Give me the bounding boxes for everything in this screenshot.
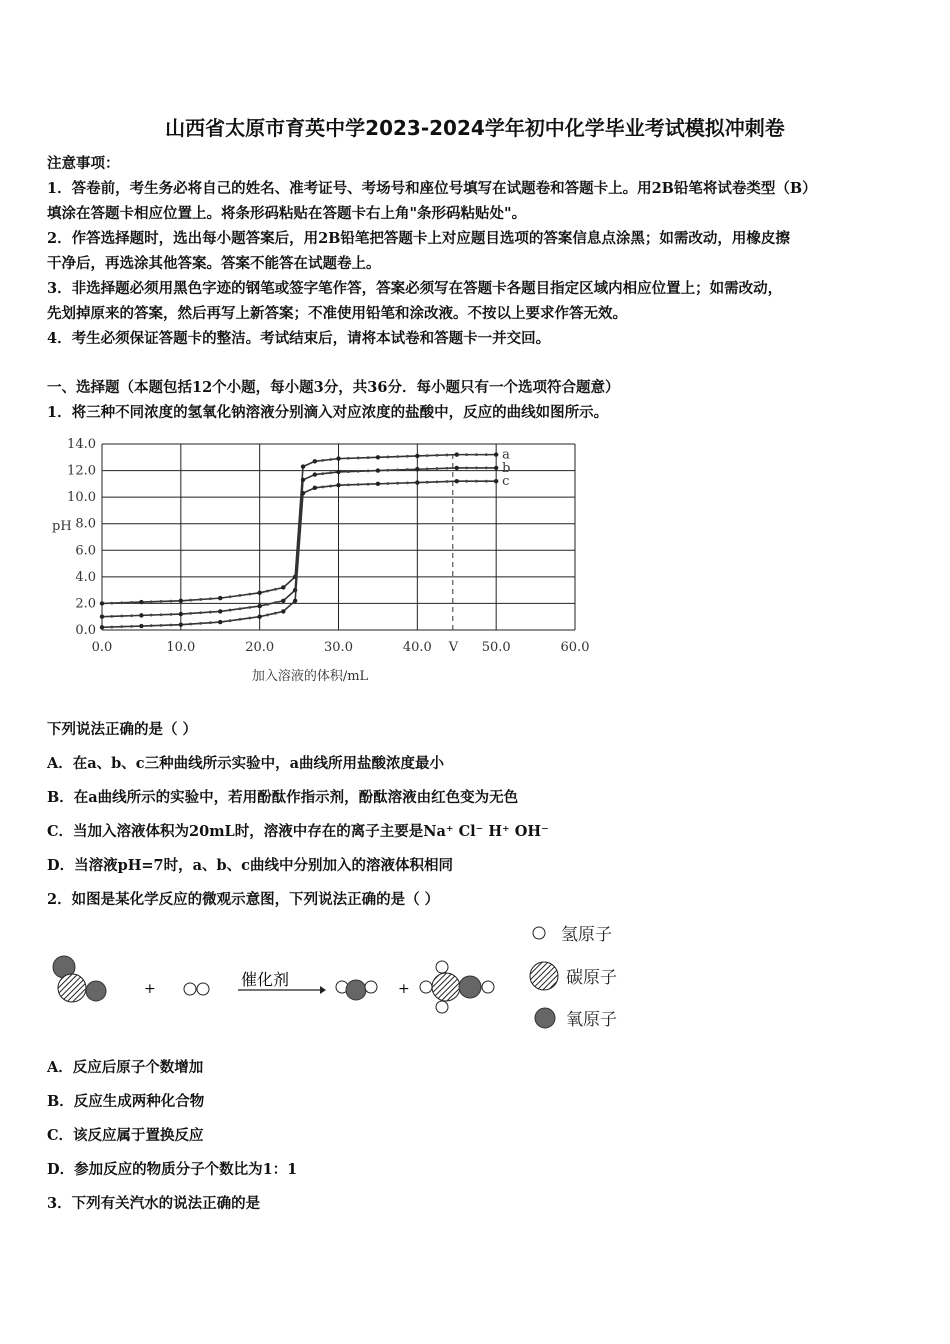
y-tick-label: 12.0	[67, 463, 96, 479]
question-1-stem: 1．将三种不同浓度的氢氧化钠溶液分别滴入对应浓度的盐酸中，反应的曲线如图所示。	[47, 404, 609, 421]
curve-marker-b	[239, 607, 242, 610]
curve-marker-a	[347, 457, 350, 460]
curve-marker-a	[189, 599, 192, 602]
series-label-c: c	[502, 474, 510, 490]
data-point-c	[257, 615, 261, 619]
option-a: A．反应后原子个数增加	[47, 1059, 204, 1076]
curve-marker-c	[357, 483, 360, 486]
curve-marker-c	[120, 625, 123, 628]
data-point-b	[455, 466, 459, 470]
curve-marker-c	[396, 482, 399, 485]
curve-marker-a	[396, 455, 399, 458]
curve-marker-b	[406, 468, 409, 471]
data-point-a	[139, 600, 143, 604]
plus-sign: +	[398, 981, 410, 997]
curve-marker-c	[266, 614, 269, 617]
data-point-c	[281, 609, 285, 613]
curve-marker-c	[475, 480, 478, 483]
curve-marker-b	[426, 468, 429, 471]
data-point-b	[494, 466, 498, 470]
option-c: C．当加入溶液体积为20mL时，溶液中存在的离子主要是Na⁺ Cl⁻ H⁺ OH⁻	[47, 823, 549, 840]
reaction-diagram	[40, 915, 640, 1045]
curve-marker-a	[160, 600, 163, 603]
legend-carbon: 碳原子	[566, 968, 617, 988]
volume-marker-label: V	[448, 640, 459, 655]
curve-marker-c	[248, 617, 251, 620]
curve-marker-b	[396, 469, 399, 472]
curve-marker-c	[329, 485, 332, 488]
curve-marker-b	[386, 469, 389, 472]
data-point-c	[313, 486, 317, 490]
note-line: 3．非选择题必须用黑色字迹的钢笔或签字笔作答，答案必须写在答题卡各题目指定区域内相应位置上；如需改动，	[47, 280, 783, 297]
curve-marker-c	[445, 480, 448, 483]
reactant-molecule-2	[184, 983, 209, 995]
curve-marker-c	[465, 480, 468, 483]
curve-marker-a	[406, 455, 409, 458]
series-line-c	[102, 481, 496, 627]
curve-marker-b	[150, 614, 153, 617]
section-heading: 一、选择题（本题包括12个小题，每小题3分，共36分．每小题只有一个选项符合题意）	[47, 379, 620, 396]
curve-marker-c	[239, 618, 242, 621]
curve-marker-a	[209, 597, 212, 600]
curve-marker-a	[130, 601, 133, 604]
curve-marker-a	[426, 454, 429, 457]
curve-marker-a	[170, 600, 173, 603]
data-point-a	[376, 455, 380, 459]
data-point-a	[257, 591, 261, 595]
data-point-b	[281, 599, 285, 603]
curve-marker-b	[367, 470, 370, 473]
curve-marker-b	[130, 614, 133, 617]
note-line: 2．作答选择题时，选出每小题答案后，用2B铅笔把答题卡上对应题目选项的答案信息点涂黑；如需改动，用橡皮擦	[47, 230, 790, 247]
data-point-c	[179, 622, 183, 626]
note-line: 干净后，再选涂其他答案。答案不能答在试题卷上。	[47, 255, 381, 272]
data-point-a	[336, 456, 340, 460]
y-tick-label: 10.0	[67, 490, 96, 506]
data-point-a	[179, 599, 183, 603]
legend	[530, 925, 617, 1030]
legend-hydrogen: 氢原子	[561, 925, 612, 945]
curve-marker-a	[110, 602, 113, 605]
y-tick-label: 6.0	[75, 543, 96, 559]
x-tick-label: 40.0	[402, 640, 432, 655]
curve-marker-c	[189, 623, 192, 626]
question-1-prompt: 下列说法正确的是（ ）	[47, 721, 198, 738]
curve-marker-a	[274, 588, 277, 591]
curve-marker-a	[485, 453, 488, 456]
data-point-c	[494, 479, 498, 483]
y-tick-label: 2.0	[75, 596, 96, 612]
data-point-b	[139, 613, 143, 617]
curve-marker-b	[475, 467, 478, 470]
note-line: 填涂在答题卡相应位置上。将条形码粘贴在答题卡右上角"条形码粘贴处"。	[47, 205, 527, 222]
curve-marker-a	[357, 457, 360, 460]
option-d: D．参加反应的物质分子个数比为1：1	[47, 1161, 298, 1178]
curve-marker-b	[199, 611, 202, 614]
data-point-c	[100, 625, 104, 629]
curve-marker-a	[266, 590, 269, 593]
curve-marker-c	[367, 483, 370, 486]
curve-marker-b	[160, 613, 163, 616]
option-b: B．在a曲线所示的实验中，若用酚酞作指示剂，酚酞溶液由红色变为无色	[47, 789, 519, 806]
y-tick-label: 14.0	[67, 437, 96, 452]
curve-marker-c	[199, 622, 202, 625]
data-point-b	[179, 612, 183, 616]
curve-marker-a	[386, 456, 389, 459]
data-point-c	[301, 491, 305, 495]
curve-marker-b	[357, 470, 360, 473]
series-label-a: a	[502, 447, 510, 463]
data-point-a	[301, 464, 305, 468]
hydrogen-atom-icon	[533, 927, 545, 939]
curve-marker-a	[436, 454, 439, 457]
curve-marker-a	[367, 456, 370, 459]
curve-marker-b	[436, 467, 439, 470]
catalyst-label: 催化剂	[241, 970, 290, 989]
data-point-b	[218, 609, 222, 613]
curve-marker-a	[150, 600, 153, 603]
curve-marker-b	[321, 472, 324, 475]
x-tick-label: 0.0	[91, 640, 113, 655]
curve-marker-b	[266, 603, 269, 606]
curve-marker-b	[248, 606, 251, 609]
data-point-b	[257, 604, 261, 608]
curve-marker-a	[120, 601, 123, 604]
curve-marker-c	[406, 481, 409, 484]
curve-marker-b	[170, 613, 173, 616]
y-tick-label: 8.0	[75, 516, 96, 532]
data-point-a	[455, 452, 459, 456]
notes-heading: 注意事项：	[47, 155, 120, 172]
x-tick-label: 20.0	[245, 640, 275, 655]
data-point-c	[376, 482, 380, 486]
curve-marker-b	[120, 615, 123, 618]
data-point-b	[100, 615, 104, 619]
curve-marker-a	[465, 453, 468, 456]
option-d: D．当溶液pH=7时，a、b、c曲线中分别加入的溶液体积相同	[47, 857, 454, 874]
curve-marker-c	[229, 619, 232, 622]
curve-marker-a	[199, 598, 202, 601]
legend-oxygen: 氧原子	[566, 1010, 617, 1030]
x-axis-label: 加入溶液的体积/mL	[251, 669, 369, 684]
y-tick-label: 4.0	[75, 569, 96, 585]
curve-marker-a	[229, 595, 232, 598]
data-point-b	[313, 472, 317, 476]
x-tick-label: 60.0	[560, 640, 590, 655]
oxygen-atom-icon	[535, 1008, 555, 1028]
curve-marker-b	[209, 611, 212, 614]
curve-marker-b	[347, 470, 350, 473]
curve-marker-c	[321, 486, 324, 489]
carbon-atom-icon	[530, 962, 558, 990]
question-3-stem: 3．下列有关汽水的说法正确的是	[47, 1195, 261, 1212]
curve-marker-a	[475, 453, 478, 456]
curve-marker-c	[436, 480, 439, 483]
reactant-molecule-1	[53, 956, 106, 1002]
curve-marker-b	[189, 612, 192, 615]
data-point-a	[415, 454, 419, 458]
data-point-c	[415, 480, 419, 484]
data-point-b	[301, 478, 305, 482]
curve-marker-c	[426, 481, 429, 484]
curve-marker-a	[248, 593, 251, 596]
curve-marker-b	[274, 601, 277, 604]
note-line: 4．考生必须保证答题卡的整洁。考试结束后，请将本试卷和答题卡一并交回。	[47, 330, 551, 347]
curve-marker-a	[239, 594, 242, 597]
option-b: B．反应生成两种化合物	[47, 1093, 205, 1110]
option-c: C．该反应属于置换反应	[47, 1127, 204, 1144]
curve-marker-c	[170, 624, 173, 627]
curve-marker-b	[229, 609, 232, 612]
y-tick-label: 0.0	[75, 623, 96, 638]
ph-titration-chart	[40, 430, 620, 700]
x-tick-label: 30.0	[324, 640, 353, 655]
curve-marker-c	[110, 626, 113, 629]
x-tick-label: 50.0	[481, 640, 511, 655]
data-point-a	[313, 459, 317, 463]
curve-marker-a	[445, 454, 448, 457]
data-point-c	[218, 620, 222, 624]
option-a: A．在a、b、c三种曲线所示实验中，a曲线所用盐酸浓度最小	[47, 755, 445, 772]
curve-marker-b	[445, 467, 448, 470]
product-molecule-1	[336, 980, 377, 1000]
note-line: 1．答卷前，考生务必将自己的姓名、准考证号、考场号和座位号填写在试题卷和答题卡上。用2B铅笔将试卷类型（B）	[47, 180, 817, 197]
curve-marker-b	[485, 467, 488, 470]
data-point-b	[376, 468, 380, 472]
curve-marker-c	[160, 624, 163, 627]
note-line: 先划掉原来的答案，然后再写上新答案；不准使用铅笔和涂改液。不按以上要求作答无效。	[47, 305, 627, 322]
curve-marker-b	[110, 615, 113, 618]
question-2-stem: 2．如图是某化学反应的微观示意图，下列说法正确的是（ ）	[47, 891, 440, 908]
y-axis-label: pH	[52, 519, 72, 534]
x-tick-label: 10.0	[166, 640, 196, 655]
curve-marker-c	[274, 612, 277, 615]
curve-marker-c	[386, 482, 389, 485]
curve-marker-a	[321, 459, 324, 462]
data-point-c	[336, 483, 340, 487]
exam-title: 山西省太原市育英中学2023-2024学年初中化学毕业考试模拟冲刺卷	[165, 116, 785, 140]
curve-marker-a	[329, 458, 332, 461]
data-point-b	[336, 470, 340, 474]
curve-marker-c	[485, 480, 488, 483]
curve-marker-b	[329, 471, 332, 474]
curve-marker-c	[150, 624, 153, 627]
data-point-a	[218, 596, 222, 600]
product-molecule-2	[420, 961, 494, 1013]
curve-marker-c	[209, 621, 212, 624]
curve-marker-b	[465, 467, 468, 470]
data-point-c	[293, 599, 297, 603]
series-label-b: b	[502, 460, 511, 476]
plus-sign: +	[144, 981, 156, 997]
data-point-c	[455, 479, 459, 483]
curve-marker-c	[347, 483, 350, 486]
data-point-c	[139, 624, 143, 628]
data-point-b	[415, 467, 419, 471]
data-point-a	[281, 585, 285, 589]
data-point-a	[100, 601, 104, 605]
curve-marker-c	[130, 625, 133, 628]
data-point-a	[494, 452, 498, 456]
